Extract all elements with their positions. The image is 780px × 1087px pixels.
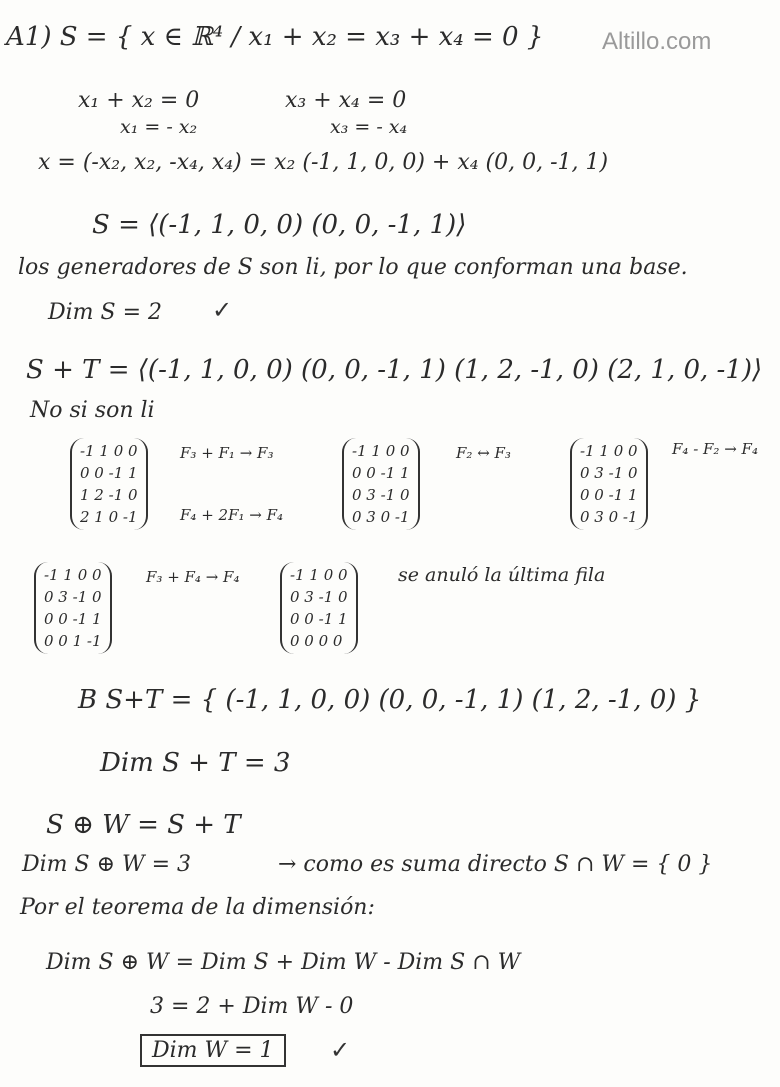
matrix-row: 0 0 1 -1 xyxy=(44,632,102,650)
dim-direct-sum: Dim S ⊕ W = 3 xyxy=(22,852,192,877)
row-operation: F₂ ↔ F₃ xyxy=(456,444,511,462)
row-operation: F₄ - F₂ → F₄ xyxy=(672,440,758,458)
equation-x1-x2: x₁ + x₂ = 0 xyxy=(78,88,200,113)
last-row-remark: se anuló la última fila xyxy=(398,564,606,586)
span-of-s: S = ⟨(-1, 1, 0, 0) (0, 0, -1, 1)⟩ xyxy=(92,210,467,240)
basis-s-plus-t: B S+T = { (-1, 1, 0, 0) (0, 0, -1, 1) (1, 2, -1, 0) } xyxy=(78,685,702,715)
matrix-1 xyxy=(70,438,148,530)
matrix-row: 0 0 -1 1 xyxy=(290,610,348,628)
direct-sum-equality: S ⊕ W = S + T xyxy=(46,810,241,840)
problem-statement: A1) S = { x ∈ ℝ⁴ / x₁ + x₂ = x₃ + x₄ = 0 } xyxy=(6,22,544,52)
matrix-2 xyxy=(342,438,420,530)
check-icon: ✓ xyxy=(330,1036,351,1064)
matrix-row: -1 1 0 0 xyxy=(44,566,102,584)
row-operation: F₃ + F₁ → F₃ xyxy=(180,444,274,462)
matrix-row: 0 0 -1 1 xyxy=(44,610,102,628)
final-answer-box: Dim W = 1 xyxy=(140,1034,286,1067)
matrix-row: 2 1 0 -1 xyxy=(80,508,138,526)
dim-s: Dim S = 2 xyxy=(48,300,163,325)
matrix-row: 0 0 0 0 xyxy=(290,632,343,650)
matrix-row: 0 0 -1 1 xyxy=(80,464,138,482)
not-li-remark: No si son li xyxy=(30,398,155,423)
matrix-row: 0 3 -1 0 xyxy=(352,486,410,504)
matrix-row: 0 3 -1 0 xyxy=(580,464,638,482)
intersection-remark: → como es suma directo S ∩ W = { 0 } xyxy=(278,852,713,877)
matrix-row: 0 3 -1 0 xyxy=(44,588,102,606)
matrix-3 xyxy=(570,438,648,530)
equation-x3-x4: x₃ + x₄ = 0 xyxy=(285,88,407,113)
row-operation: F₃ + F₄ → F₄ xyxy=(146,568,240,586)
solve-x1: x₁ = - x₂ xyxy=(120,116,198,138)
solve-x3: x₃ = - x₄ xyxy=(330,116,408,138)
matrix-row: 0 0 -1 1 xyxy=(580,486,638,504)
matrix-row: 0 3 0 -1 xyxy=(352,508,410,526)
dimension-substitution: 3 = 2 + Dim W - 0 xyxy=(150,994,354,1019)
matrix-row: 0 3 -1 0 xyxy=(290,588,348,606)
matrix-row: -1 1 0 0 xyxy=(290,566,348,584)
check-icon: ✓ xyxy=(212,296,233,324)
matrix-row: -1 1 0 0 xyxy=(352,442,410,460)
vector-decomposition: x = (-x₂, x₂, -x₄, x₄) = x₂ (-1, 1, 0, 0) + x₄ (0, 0, -1, 1) xyxy=(38,150,609,175)
matrix-row: -1 1 0 0 xyxy=(80,442,138,460)
row-operation: F₄ + 2F₁ → F₄ xyxy=(180,506,284,524)
sum-span: S + T = ⟨(-1, 1, 0, 0) (0, 0, -1, 1) (1, 2, -1, 0) (2, 1, 0, -1)⟩ xyxy=(26,355,763,385)
matrix-5 xyxy=(280,562,358,654)
matrix-4 xyxy=(34,562,112,654)
dimension-formula: Dim S ⊕ W = Dim S + Dim W - Dim S ∩ W xyxy=(46,950,521,975)
watermark: Altillo.com xyxy=(602,28,712,55)
dim-s-plus-t: Dim S + T = 3 xyxy=(100,748,291,778)
matrix-row: -1 1 0 0 xyxy=(580,442,638,460)
dimension-theorem-intro: Por el teorema de la dimensión: xyxy=(20,895,375,920)
matrix-row: 1 2 -1 0 xyxy=(80,486,138,504)
matrix-row: 0 0 -1 1 xyxy=(352,464,410,482)
basis-remark: los generadores de S son li, por lo que conforman una base. xyxy=(18,255,688,280)
matrix-row: 0 3 0 -1 xyxy=(580,508,638,526)
